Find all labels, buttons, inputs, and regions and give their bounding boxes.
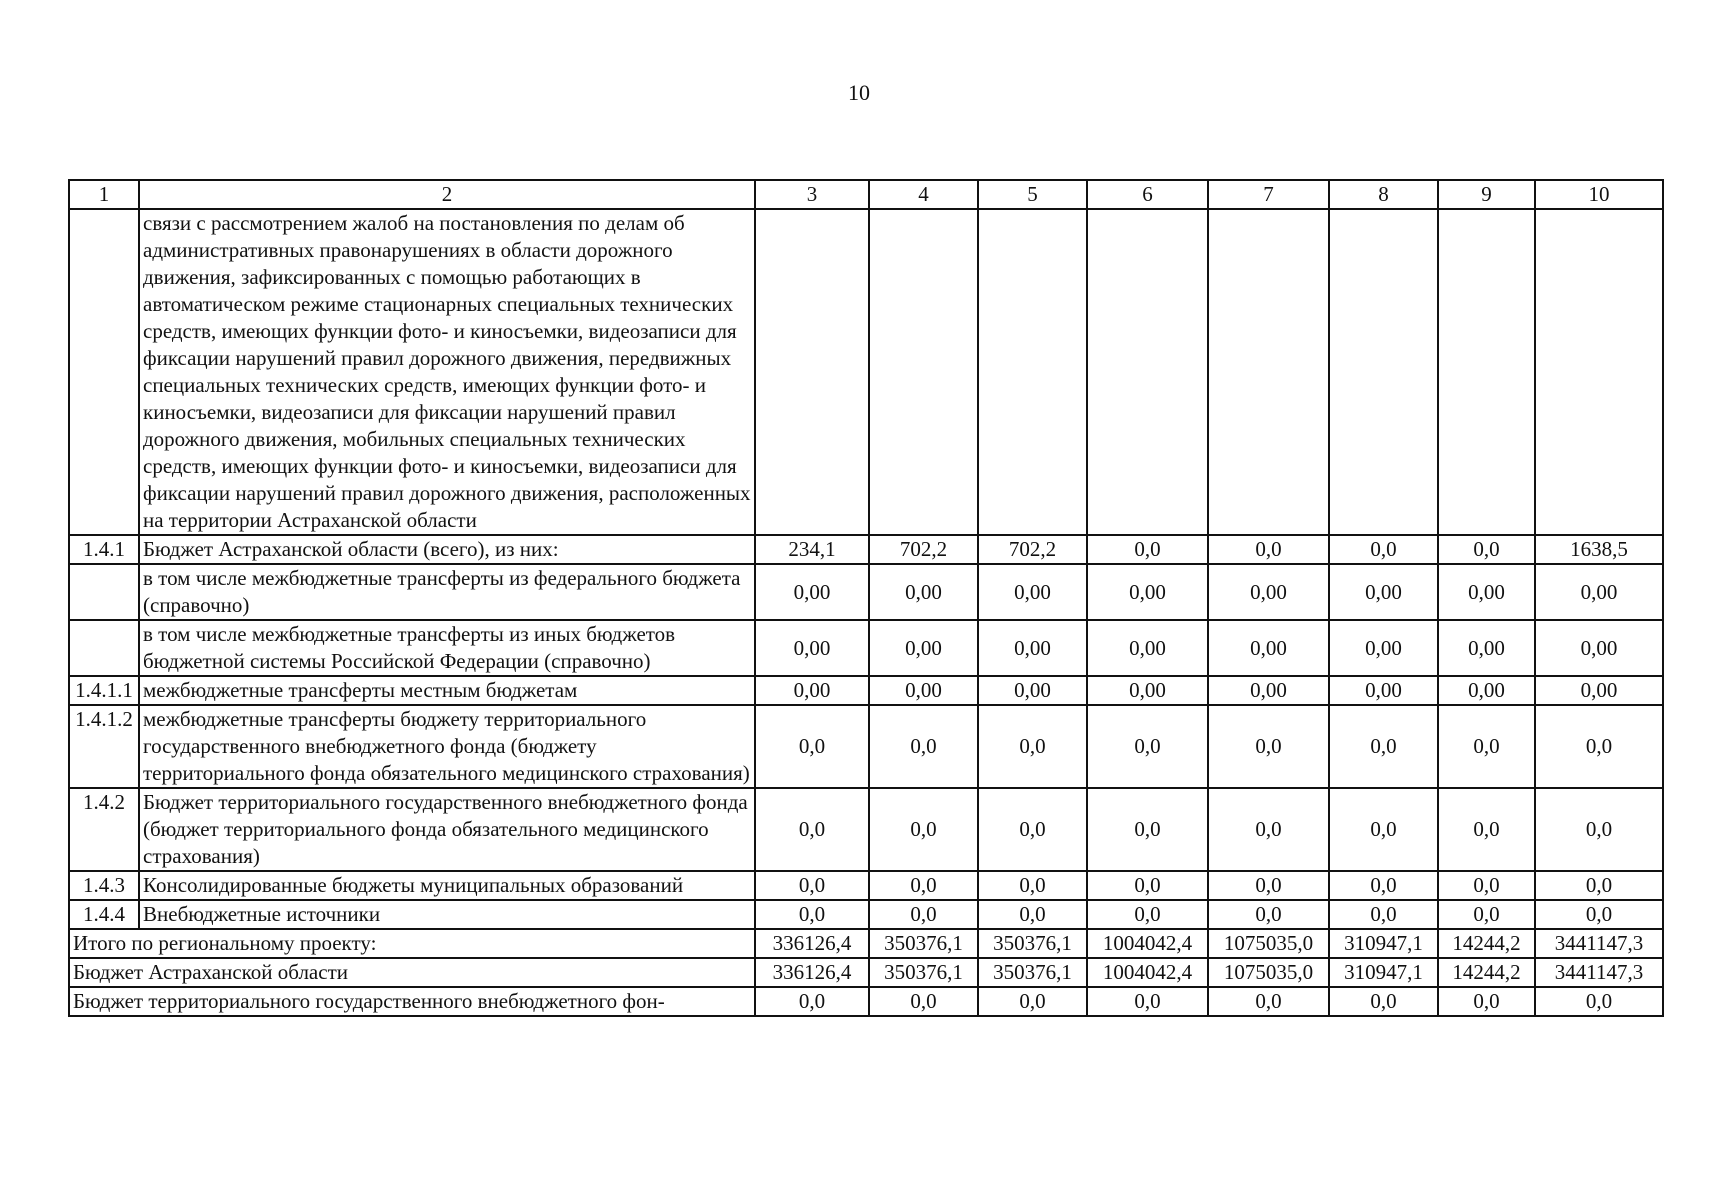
value-cell bbox=[1438, 209, 1535, 535]
row-name-cell: связи с рассмотрением жалоб на постановления по делам об административных правонарушениях в области дорожного движения, зафиксированных с помощью работающих в автоматическом режиме стационарных специальных технических средств, имеющих функции фото- и киносъемки, видеозаписи для фиксации нарушений правил дорожного движения, передвижных специальных технических средств, имеющих функции фото- и киносъемки, видеозаписи для фиксации нарушений правил дорожного движения, мобильных специальных технических средств, имеющих функции фото- и киносъемки, видеозаписи для фиксации нарушений правил дорожного движения, расположенных на территории Астраханской области bbox=[139, 209, 755, 535]
row-number-cell: 1.4.4 bbox=[69, 900, 139, 929]
value-cell: 0,00 bbox=[869, 676, 978, 705]
value-cell: 0,0 bbox=[1208, 871, 1329, 900]
value-cell: 0,0 bbox=[869, 871, 978, 900]
row-number-cell: 1.4.1 bbox=[69, 535, 139, 564]
table-row bbox=[69, 209, 1663, 535]
value-cell: 0,00 bbox=[869, 620, 978, 676]
value-cell: 336126,4 bbox=[755, 958, 869, 987]
budget-table bbox=[68, 179, 1664, 1017]
value-cell: 0,0 bbox=[1438, 705, 1535, 788]
value-cell: 0,0 bbox=[1329, 987, 1438, 1016]
value-cell: 350376,1 bbox=[869, 929, 978, 958]
table-row bbox=[69, 788, 1663, 871]
header-cell: 3 bbox=[755, 180, 869, 209]
value-cell: 0,0 bbox=[1438, 987, 1535, 1016]
value-cell bbox=[1535, 209, 1663, 535]
value-cell: 0,0 bbox=[978, 987, 1087, 1016]
value-cell: 0,0 bbox=[1087, 705, 1208, 788]
value-cell: 0,0 bbox=[1535, 871, 1663, 900]
value-cell: 0,00 bbox=[1208, 620, 1329, 676]
row-name-cell: Внебюджетные источники bbox=[139, 900, 755, 929]
value-cell: 336126,4 bbox=[755, 929, 869, 958]
header-cell: 4 bbox=[869, 180, 978, 209]
value-cell: 0,00 bbox=[1087, 620, 1208, 676]
value-cell: 0,0 bbox=[1535, 788, 1663, 871]
value-cell: 0,00 bbox=[1329, 676, 1438, 705]
row-number-cell: 1.4.1.2 bbox=[69, 705, 139, 788]
value-cell: 0,0 bbox=[1087, 900, 1208, 929]
value-cell bbox=[978, 209, 1087, 535]
value-cell: 0,0 bbox=[1438, 788, 1535, 871]
value-cell: 0,00 bbox=[1438, 676, 1535, 705]
value-cell: 0,00 bbox=[755, 676, 869, 705]
total-label-cell: Бюджет территориального государственного внебюджетного фон- bbox=[69, 987, 755, 1016]
value-cell: 0,00 bbox=[1208, 564, 1329, 620]
value-cell: 0,00 bbox=[978, 620, 1087, 676]
value-cell: 3441147,3 bbox=[1535, 958, 1663, 987]
value-cell: 0,0 bbox=[755, 987, 869, 1016]
value-cell: 0,0 bbox=[1329, 705, 1438, 788]
value-cell: 0,0 bbox=[1329, 788, 1438, 871]
value-cell: 0,0 bbox=[1087, 987, 1208, 1016]
value-cell: 310947,1 bbox=[1329, 929, 1438, 958]
value-cell: 0,0 bbox=[869, 987, 978, 1016]
value-cell: 1638,5 bbox=[1535, 535, 1663, 564]
value-cell: 1075035,0 bbox=[1208, 929, 1329, 958]
value-cell: 0,0 bbox=[755, 871, 869, 900]
row-name-cell: Консолидированные бюджеты муниципальных образований bbox=[139, 871, 755, 900]
table-row bbox=[69, 900, 1663, 929]
table-body bbox=[69, 180, 1663, 1016]
table-row bbox=[69, 871, 1663, 900]
value-cell: 0,00 bbox=[869, 564, 978, 620]
value-cell: 350376,1 bbox=[978, 958, 1087, 987]
value-cell: 350376,1 bbox=[869, 958, 978, 987]
header-cell: 6 bbox=[1087, 180, 1208, 209]
value-cell: 0,0 bbox=[978, 705, 1087, 788]
value-cell: 0,00 bbox=[1329, 620, 1438, 676]
value-cell: 3441147,3 bbox=[1535, 929, 1663, 958]
value-cell: 0,0 bbox=[1208, 987, 1329, 1016]
value-cell: 0,00 bbox=[1329, 564, 1438, 620]
row-name-cell: межбюджетные трансферты местным бюджетам bbox=[139, 676, 755, 705]
total-row bbox=[69, 958, 1663, 987]
value-cell: 0,0 bbox=[1087, 788, 1208, 871]
value-cell: 234,1 bbox=[755, 535, 869, 564]
value-cell bbox=[1329, 209, 1438, 535]
value-cell: 0,00 bbox=[1535, 620, 1663, 676]
value-cell: 14244,2 bbox=[1438, 958, 1535, 987]
value-cell: 0,0 bbox=[1087, 871, 1208, 900]
value-cell: 0,0 bbox=[869, 788, 978, 871]
value-cell: 0,0 bbox=[978, 871, 1087, 900]
row-name-cell: Бюджет Астраханской области (всего), из них: bbox=[139, 535, 755, 564]
value-cell: 0,0 bbox=[1438, 900, 1535, 929]
header-cell: 10 bbox=[1535, 180, 1663, 209]
value-cell bbox=[869, 209, 978, 535]
row-name-cell: в том числе межбюджетные трансферты из федерального бюджета (справочно) bbox=[139, 564, 755, 620]
value-cell: 702,2 bbox=[869, 535, 978, 564]
row-number-cell: 1.4.1.1 bbox=[69, 676, 139, 705]
value-cell: 0,00 bbox=[755, 620, 869, 676]
value-cell: 350376,1 bbox=[978, 929, 1087, 958]
value-cell: 14244,2 bbox=[1438, 929, 1535, 958]
value-cell: 0,0 bbox=[1438, 871, 1535, 900]
table-row bbox=[69, 676, 1663, 705]
value-cell: 0,0 bbox=[1535, 900, 1663, 929]
value-cell: 310947,1 bbox=[1329, 958, 1438, 987]
row-number-cell bbox=[69, 209, 139, 535]
table-row bbox=[69, 620, 1663, 676]
value-cell: 0,00 bbox=[978, 676, 1087, 705]
value-cell: 0,00 bbox=[1208, 676, 1329, 705]
row-number-cell: 1.4.3 bbox=[69, 871, 139, 900]
header-cell: 7 bbox=[1208, 180, 1329, 209]
value-cell: 0,00 bbox=[1438, 564, 1535, 620]
total-label-cell: Бюджет Астраханской области bbox=[69, 958, 755, 987]
value-cell: 0,00 bbox=[978, 564, 1087, 620]
value-cell: 0,0 bbox=[978, 788, 1087, 871]
row-number-cell bbox=[69, 620, 139, 676]
total-label-cell: Итого по региональному проекту: bbox=[69, 929, 755, 958]
value-cell: 1004042,4 bbox=[1087, 929, 1208, 958]
page-number: 10 bbox=[848, 80, 870, 105]
value-cell bbox=[1208, 209, 1329, 535]
value-cell: 0,0 bbox=[1208, 535, 1329, 564]
value-cell: 0,0 bbox=[1329, 900, 1438, 929]
value-cell: 0,0 bbox=[1438, 535, 1535, 564]
value-cell bbox=[755, 209, 869, 535]
header-cell: 2 bbox=[139, 180, 755, 209]
row-number-cell: 1.4.2 bbox=[69, 788, 139, 871]
header-cell: 9 bbox=[1438, 180, 1535, 209]
value-cell: 1004042,4 bbox=[1087, 958, 1208, 987]
value-cell: 0,0 bbox=[1535, 705, 1663, 788]
total-row bbox=[69, 929, 1663, 958]
row-name-cell: в том числе межбюджетные трансферты из иных бюджетов бюджетной системы Российской Федерации (справочно) bbox=[139, 620, 755, 676]
table-row bbox=[69, 535, 1663, 564]
value-cell: 0,00 bbox=[1087, 564, 1208, 620]
table-header-row bbox=[69, 180, 1663, 209]
value-cell: 0,0 bbox=[755, 900, 869, 929]
header-cell: 8 bbox=[1329, 180, 1438, 209]
value-cell: 0,0 bbox=[869, 900, 978, 929]
row-name-cell: Бюджет территориального государственного внебюджетного фонда (бюджет территориального фонда обязательного медицинского страхования) bbox=[139, 788, 755, 871]
value-cell: 0,0 bbox=[1208, 705, 1329, 788]
value-cell: 0,0 bbox=[1087, 535, 1208, 564]
value-cell: 0,00 bbox=[755, 564, 869, 620]
value-cell: 0,00 bbox=[1535, 676, 1663, 705]
value-cell: 0,0 bbox=[1208, 900, 1329, 929]
value-cell: 0,0 bbox=[869, 705, 978, 788]
value-cell: 0,0 bbox=[755, 788, 869, 871]
value-cell: 0,0 bbox=[1329, 871, 1438, 900]
header-cell: 1 bbox=[69, 180, 139, 209]
value-cell bbox=[1087, 209, 1208, 535]
value-cell: 702,2 bbox=[978, 535, 1087, 564]
value-cell: 0,0 bbox=[1208, 788, 1329, 871]
header-cell: 5 bbox=[978, 180, 1087, 209]
value-cell: 0,00 bbox=[1087, 676, 1208, 705]
table-row bbox=[69, 705, 1663, 788]
value-cell: 0,00 bbox=[1535, 564, 1663, 620]
row-number-cell bbox=[69, 564, 139, 620]
table-row bbox=[69, 564, 1663, 620]
value-cell: 0,0 bbox=[1329, 535, 1438, 564]
value-cell: 1075035,0 bbox=[1208, 958, 1329, 987]
value-cell: 0,00 bbox=[1438, 620, 1535, 676]
total-row bbox=[69, 987, 1663, 1016]
value-cell: 0,0 bbox=[978, 900, 1087, 929]
value-cell: 0,0 bbox=[1535, 987, 1663, 1016]
value-cell: 0,0 bbox=[755, 705, 869, 788]
row-name-cell: межбюджетные трансферты бюджету территориального государственного внебюджетного фонда (бюджету территориального фонда обязательного медицинского страхования) bbox=[139, 705, 755, 788]
